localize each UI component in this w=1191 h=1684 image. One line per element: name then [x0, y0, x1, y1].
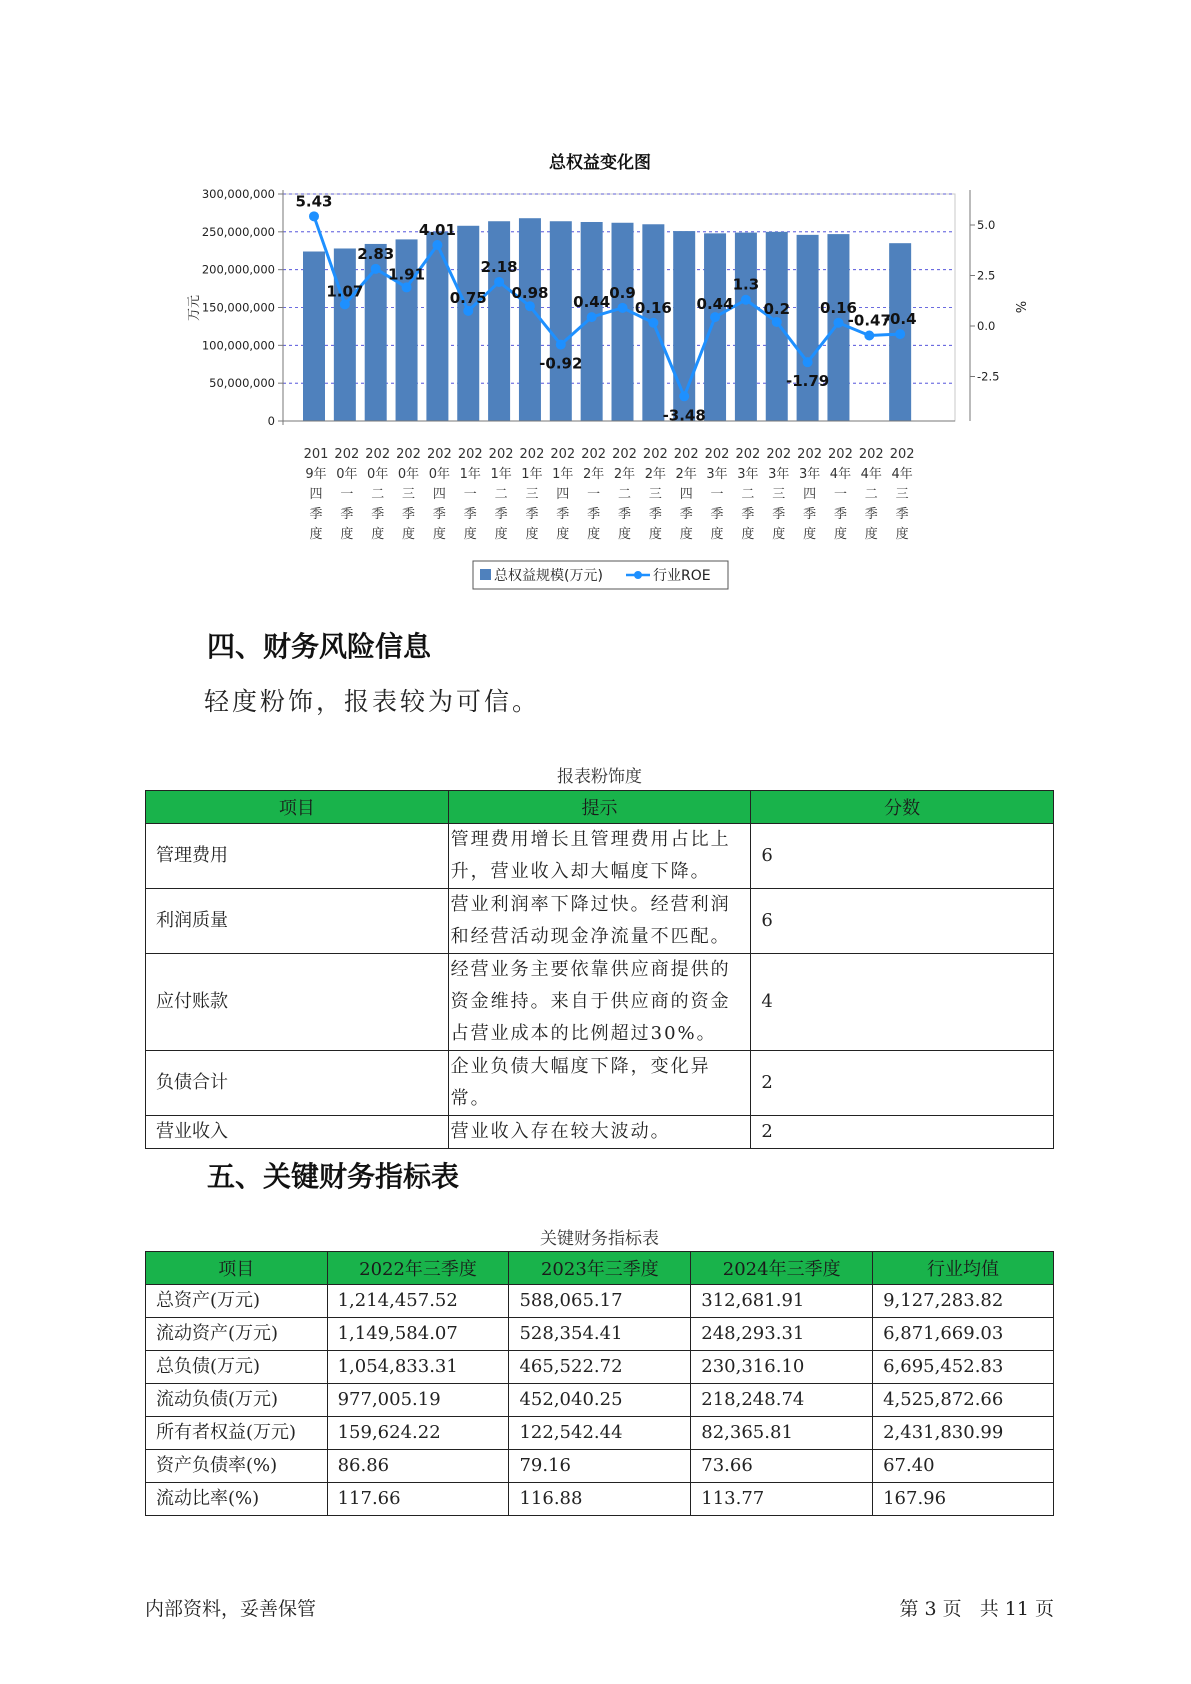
x-tick-label: 季 — [371, 507, 385, 522]
kpi-value: 1,149,584.07 — [327, 1318, 509, 1351]
risk-table-caption: 报表粉饰度 — [557, 767, 642, 787]
risk-table — [145, 790, 1054, 1149]
page-number: 第 3 页 共 11 页 — [899, 1598, 1054, 1620]
bar — [488, 221, 510, 421]
x-tick-label: 一 — [710, 487, 724, 502]
roe-data-label: 2.83 — [357, 244, 395, 263]
x-tick-label: 4年 — [829, 467, 852, 482]
kpi-value: 4,525,872.66 — [873, 1384, 1054, 1417]
kpi-value: 67.40 — [873, 1450, 1054, 1483]
x-tick-label: 四 — [679, 487, 693, 502]
x-tick-label: 202 — [488, 447, 514, 462]
bar — [797, 235, 819, 421]
x-tick-label: 季 — [494, 507, 508, 522]
kpi-value: 977,005.19 — [327, 1384, 509, 1417]
x-tick-label: 度 — [525, 527, 539, 542]
x-tick-label: 三 — [648, 487, 662, 502]
roe-data-label: 1.91 — [388, 265, 426, 284]
x-tick-label: 季 — [772, 507, 786, 522]
header-industry-avg: 行业均值 — [873, 1252, 1054, 1285]
kpi-table-header — [146, 1252, 1054, 1285]
risk-score: 2 — [751, 1051, 1054, 1116]
kpi-value: 230,316.10 — [691, 1351, 873, 1384]
risk-score: 6 — [751, 889, 1054, 954]
x-tick-label: 一 — [587, 487, 601, 502]
risk-hint: 经营业务主要依靠供应商提供的资金维持。来自于供应商的资金占营业成本的比例超过30%。 — [448, 954, 751, 1051]
roe-point — [741, 295, 751, 305]
roe-data-label: 0.98 — [511, 284, 549, 303]
header-2024q3: 2024年三季度 — [691, 1252, 873, 1285]
x-tick-label: 度 — [340, 527, 354, 542]
legend-line-marker — [634, 571, 642, 579]
roe-point — [803, 357, 813, 367]
roe-data-label: 0.9 — [609, 283, 636, 302]
kpi-value: 79.16 — [509, 1450, 691, 1483]
y-tick-label: 150,000,000 — [201, 300, 275, 315]
table-row — [146, 1351, 1054, 1384]
x-tick-label: 度 — [803, 527, 817, 542]
table-row — [146, 1450, 1054, 1483]
x-tick-label: 202 — [457, 447, 483, 462]
kpi-table — [145, 1251, 1054, 1516]
x-tick-label: 度 — [895, 527, 909, 542]
kpi-value: 82,365.81 — [691, 1417, 873, 1450]
table-row — [146, 1318, 1054, 1351]
kpi-value: 312,681.91 — [691, 1285, 873, 1318]
header-score: 分数 — [751, 791, 1054, 824]
roe-data-label: 0.44 — [696, 295, 734, 314]
header-2022q3: 2022年三季度 — [327, 1252, 509, 1285]
x-tick-label: 二 — [741, 487, 755, 502]
roe-data-label: -3.48 — [662, 406, 706, 425]
roe-point — [833, 318, 843, 328]
x-tick-label: 季 — [432, 507, 446, 522]
x-tick-label: 202 — [519, 447, 545, 462]
roe-data-label: -0.47 — [847, 311, 891, 330]
roe-data-label: 1.07 — [326, 282, 364, 301]
risk-item: 营业收入 — [146, 1116, 449, 1149]
x-tick-label: 4年 — [860, 467, 882, 482]
x-tick-label: 季 — [556, 507, 570, 522]
risk-item: 管理费用 — [146, 824, 449, 889]
risk-item: 利润质量 — [146, 889, 449, 954]
kpi-item: 所有者权益(万元) — [146, 1417, 328, 1450]
roe-point — [587, 312, 597, 322]
roe-data-label: -1.79 — [785, 372, 830, 391]
footer-confidential: 内部资料，妥善保管 — [145, 1598, 317, 1620]
kpi-value: 113.77 — [691, 1483, 873, 1516]
x-tick-label: 度 — [494, 527, 508, 542]
risk-score: 4 — [751, 954, 1054, 1051]
roe-data-label: 0.16 — [634, 298, 672, 317]
y2-axis-label: % — [1012, 300, 1027, 314]
roe-point — [525, 301, 535, 311]
x-tick-label: 四 — [309, 487, 323, 502]
risk-summary: 轻度粉饰，报表较为可信。 — [204, 687, 541, 716]
roe-data-label: 1.3 — [732, 275, 760, 294]
x-tick-label: 2年 — [675, 467, 697, 482]
x-tick-label: 度 — [371, 527, 385, 542]
roe-data-label: 4.01 — [418, 220, 456, 239]
roe-data-label: 0.16 — [819, 298, 857, 317]
y-axis-label: 万元 — [187, 294, 202, 322]
y-tick-label: 100,000,000 — [201, 338, 275, 353]
risk-hint: 营业利润率下降过快。经营利润和经营活动现金净流量不匹配。 — [448, 889, 751, 954]
x-tick-label: 度 — [309, 527, 323, 542]
x-tick-label: 度 — [864, 527, 878, 542]
roe-data-label: 2.18 — [480, 257, 518, 276]
kpi-value: 73.66 — [691, 1450, 873, 1483]
kpi-value: 528,354.41 — [509, 1318, 691, 1351]
roe-point — [371, 264, 381, 274]
x-tick-label: 0年 — [336, 467, 358, 482]
table-row — [146, 954, 1054, 1051]
x-tick-label: 季 — [833, 507, 847, 522]
x-tick-label: 季 — [617, 507, 632, 522]
x-tick-label: 度 — [463, 527, 477, 542]
bar — [303, 252, 325, 421]
y2-tick-label: 2.5 — [977, 268, 996, 283]
x-tick-label: 一 — [340, 487, 354, 502]
roe-point — [618, 303, 628, 313]
x-tick-label: 9年 — [305, 467, 327, 482]
risk-hint: 管理费用增长且管理费用占比上升，营业收入却大幅度下降。 — [448, 824, 751, 889]
kpi-item: 总负债(万元) — [146, 1351, 328, 1384]
x-tick-label: 季 — [340, 507, 354, 522]
x-tick-label: 度 — [402, 527, 416, 542]
y-tick-label: 250,000,000 — [201, 224, 275, 239]
x-tick-label: 2年 — [644, 467, 666, 482]
roe-point — [648, 318, 658, 328]
kpi-item: 总资产(万元) — [146, 1285, 328, 1318]
x-tick-label: 202 — [828, 447, 853, 462]
x-tick-label: 0年 — [367, 467, 389, 482]
header-hint: 提示 — [448, 791, 751, 824]
kpi-value: 6,871,669.03 — [873, 1318, 1054, 1351]
x-tick-label: 度 — [587, 527, 601, 542]
x-tick-label: 度 — [432, 527, 446, 542]
x-tick-label: 度 — [648, 527, 662, 542]
table-row — [146, 824, 1054, 889]
x-tick-label: 季 — [710, 507, 724, 522]
x-tick-label: 三 — [402, 487, 416, 502]
x-tick-label: 202 — [766, 447, 792, 462]
x-tick-label: 季 — [895, 507, 909, 522]
risk-hint: 企业负债大幅度下降，变化异常。 — [448, 1051, 751, 1116]
x-tick-label: 3年 — [706, 467, 728, 482]
kpi-value: 1,214,457.52 — [327, 1285, 509, 1318]
kpi-value: 248,293.31 — [691, 1318, 873, 1351]
x-tick-label: 三 — [772, 487, 786, 502]
table-row — [146, 1384, 1054, 1417]
x-tick-label: 一 — [833, 487, 847, 502]
section4-heading: 四、财务风险信息 — [207, 630, 432, 663]
x-tick-label: 1年 — [521, 467, 543, 482]
x-tick-label: 四 — [803, 487, 817, 502]
x-tick-label: 季 — [463, 507, 477, 522]
x-tick-label: 202 — [704, 447, 730, 462]
roe-data-label: 5.43 — [295, 192, 333, 211]
x-tick-label: 季 — [309, 507, 323, 522]
risk-item: 负债合计 — [146, 1051, 449, 1116]
section5-heading: 五、关键财务指标表 — [207, 1160, 460, 1193]
kpi-value: 116.88 — [509, 1483, 691, 1516]
roe-data-label: 0.2 — [763, 299, 791, 318]
kpi-value: 2,431,830.99 — [873, 1417, 1054, 1450]
x-tick-label: 0年 — [397, 467, 420, 482]
x-tick-label: 二 — [371, 487, 385, 502]
legend-label-equity: 总权益规模(万元) — [494, 568, 603, 584]
roe-data-label: 0.44 — [573, 293, 611, 312]
kpi-value: 117.66 — [327, 1483, 509, 1516]
kpi-value: 9,127,283.82 — [873, 1285, 1054, 1318]
x-tick-label: 季 — [648, 507, 662, 522]
kpi-value: 6,695,452.83 — [873, 1351, 1054, 1384]
roe-point — [340, 299, 350, 309]
x-tick-label: 一 — [463, 487, 477, 502]
y-tick-label: 200,000,000 — [201, 262, 275, 277]
bar — [334, 248, 356, 421]
x-tick-label: 二 — [494, 487, 508, 502]
x-tick-label: 度 — [556, 527, 570, 542]
y-tick-label: 300,000,000 — [201, 187, 275, 201]
kpi-item: 流动负债(万元) — [146, 1384, 328, 1417]
x-tick-label: 202 — [550, 447, 576, 462]
kpi-value: 452,040.25 — [509, 1384, 691, 1417]
risk-score: 2 — [751, 1116, 1054, 1149]
bar — [704, 233, 726, 421]
table-row — [146, 1417, 1054, 1450]
risk-table-header — [146, 791, 1054, 824]
chart-legend — [473, 561, 728, 589]
x-tick-label: 3年 — [768, 467, 790, 482]
roe-point — [864, 330, 874, 340]
x-tick-label: 202 — [797, 447, 823, 462]
kpi-value: 1,054,833.31 — [327, 1351, 509, 1384]
x-tick-label: 2年 — [583, 467, 605, 482]
x-tick-label: 四 — [556, 487, 570, 502]
kpi-value: 588,065.17 — [509, 1285, 691, 1318]
risk-item: 应付账款 — [146, 954, 449, 1051]
x-tick-label: 0年 — [428, 467, 451, 482]
roe-data-label: 0.75 — [449, 288, 487, 307]
x-tick-label: 3年 — [737, 467, 759, 482]
roe-point — [494, 277, 504, 287]
table-row — [146, 889, 1054, 954]
x-tick-label: 4年 — [891, 467, 913, 482]
bar — [735, 233, 757, 421]
x-tick-label: 三 — [525, 487, 539, 502]
x-tick-label: 202 — [858, 447, 884, 462]
y2-tick-label: 0.0 — [977, 319, 996, 333]
x-tick-label: 四 — [432, 487, 446, 502]
x-tick-label: 202 — [673, 447, 699, 462]
x-tick-label: 1年 — [490, 467, 512, 482]
table-row — [146, 1116, 1054, 1149]
roe-point — [710, 312, 720, 322]
bar — [550, 221, 572, 421]
x-tick-label: 季 — [402, 507, 416, 522]
table-row — [146, 1051, 1054, 1116]
header-item: 项目 — [146, 791, 449, 824]
roe-point — [895, 329, 905, 339]
x-tick-label: 季 — [741, 507, 755, 522]
y2-tick-label: 5.0 — [977, 218, 996, 232]
y-tick-label: 50,000,000 — [209, 376, 275, 391]
x-tick-label: 季 — [679, 507, 693, 522]
roe-point — [432, 240, 442, 250]
roe-data-label: -0.4 — [883, 310, 917, 329]
header-item: 项目 — [146, 1252, 328, 1285]
x-tick-label: 3年 — [798, 467, 821, 482]
roe-point — [309, 211, 319, 221]
x-tick-label: 1年 — [552, 467, 574, 482]
x-tick-label: 1年 — [459, 467, 481, 482]
x-tick-label: 度 — [833, 527, 847, 542]
x-tick-label: 度 — [679, 527, 693, 542]
roe-point — [772, 317, 782, 327]
x-tick-label: 度 — [772, 527, 786, 542]
roe-point — [463, 306, 473, 316]
equity-chart — [0, 0, 1191, 600]
x-tick-label: 度 — [617, 527, 632, 542]
x-tick-label: 202 — [612, 447, 637, 462]
kpi-item: 流动资产(万元) — [146, 1318, 328, 1351]
x-tick-label: 季 — [803, 507, 817, 522]
x-tick-label: 度 — [741, 527, 755, 542]
x-tick-label: 202 — [642, 447, 668, 462]
x-tick-label: 202 — [365, 447, 391, 462]
x-tick-label: 三 — [895, 487, 909, 502]
kpi-table-caption: 关键财务指标表 — [540, 1229, 659, 1249]
kpi-item: 资产负债率(%) — [146, 1450, 328, 1483]
kpi-value: 167.96 — [873, 1483, 1054, 1516]
kpi-value: 122,542.44 — [509, 1417, 691, 1450]
roe-point — [556, 340, 566, 350]
risk-hint: 营业收入存在较大波动。 — [448, 1116, 751, 1149]
bar — [612, 223, 634, 421]
chart-title: 总权益变化图 — [549, 153, 651, 173]
y-tick-label: 0 — [267, 414, 275, 428]
x-tick-label: 202 — [581, 447, 607, 462]
x-tick-label: 季 — [587, 507, 601, 522]
table-row — [146, 1285, 1054, 1318]
table-row — [146, 1483, 1054, 1516]
kpi-value: 218,248.74 — [691, 1384, 873, 1417]
x-tick-label: 201 — [303, 447, 329, 462]
roe-data-label: -0.92 — [539, 354, 583, 373]
header-2023q3: 2023年三季度 — [509, 1252, 691, 1285]
x-tick-label: 二 — [864, 487, 878, 502]
x-tick-label: 202 — [396, 447, 421, 462]
kpi-item: 流动比率(%) — [146, 1483, 328, 1516]
x-tick-label: 季 — [864, 507, 878, 522]
y2-tick-label: -2.5 — [977, 369, 1000, 384]
kpi-value: 159,624.22 — [327, 1417, 509, 1450]
kpi-value: 465,522.72 — [509, 1351, 691, 1384]
x-tick-label: 2年 — [613, 467, 636, 482]
x-tick-label: 202 — [426, 447, 452, 462]
x-tick-label: 202 — [735, 447, 761, 462]
x-tick-label: 度 — [710, 527, 724, 542]
legend-label-roe: 行业ROE — [653, 568, 711, 584]
x-tick-label: 季 — [525, 507, 539, 522]
x-tick-label: 202 — [889, 447, 915, 462]
legend-bar-swatch — [480, 569, 491, 580]
risk-score: 6 — [751, 824, 1054, 889]
x-tick-label: 202 — [334, 447, 360, 462]
x-tick-label: 二 — [617, 487, 632, 502]
bar — [519, 218, 541, 421]
roe-point — [402, 282, 412, 292]
bar — [457, 226, 479, 421]
kpi-value: 86.86 — [327, 1450, 509, 1483]
roe-point — [679, 391, 689, 401]
